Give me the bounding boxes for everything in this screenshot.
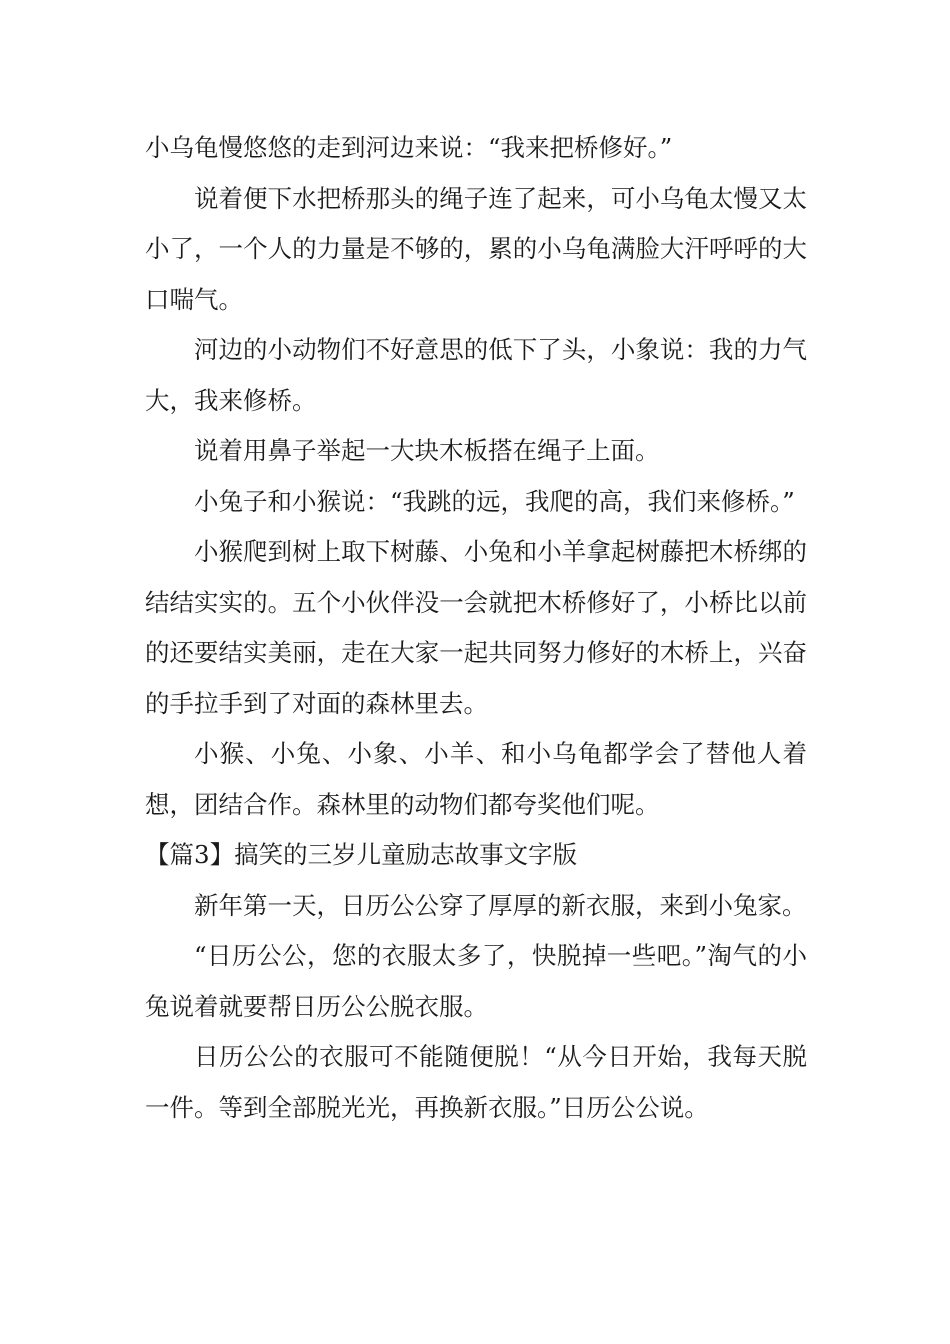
paragraph-2: 说着便下水把桥那头的绳子连了起来，可小乌龟太慢又太小了，一个人的力量是不够的，累的小乌龟满脸大汗呼呼的大口喘气。 bbox=[145, 183, 807, 314]
paragraph-5: 小兔子和小猴说：“我跳的远，我爬的高，我们来修桥。” bbox=[194, 486, 795, 516]
section-paragraph-2: “日历公公，您的衣服太多了，快脱掉一些吧。”淘气的小兔说着就要帮日历公公脱衣服。 bbox=[145, 941, 807, 1021]
section-paragraph-3: 日历公公的衣服可不能随便脱！“从今日开始，我每天脱一件。等到全部脱光光，再换新衣服。”日历公公说。 bbox=[145, 1042, 807, 1122]
paragraph-6: 小猴爬到树上取下树藤、小兔和小羊拿起树藤把木桥绑的结结实实的。五个小伙伴没一会就把木桥修好了，小桥比以前的还要结实美丽，走在大家一起共同努力修好的木桥上，兴奋的手拉手到了对面的森林里去。 bbox=[145, 537, 807, 718]
paragraph-4: 说着用鼻子举起一大块木板搭在绳子上面。 bbox=[194, 436, 660, 465]
paragraph-7: 小猴、小兔、小象、小羊、和小乌龟都学会了替他人着想，团结合作。森林里的动物们都夸奖他们呢。 bbox=[145, 739, 807, 819]
section-heading: 【篇3】搞笑的三岁儿童励志故事文字版 bbox=[145, 840, 578, 869]
document-page bbox=[145, 123, 807, 1133]
section-paragraph-1: 新年第一天，日历公公穿了厚厚的新衣服，来到小兔家。 bbox=[194, 890, 807, 920]
paragraph-3: 河边的小动物们不好意思的低下了头，小象说：我的力气大，我来修桥。 bbox=[145, 335, 807, 415]
paragraph-1: 小乌龟慢悠悠的走到河边来说：“我来把桥修好。” bbox=[145, 133, 673, 162]
